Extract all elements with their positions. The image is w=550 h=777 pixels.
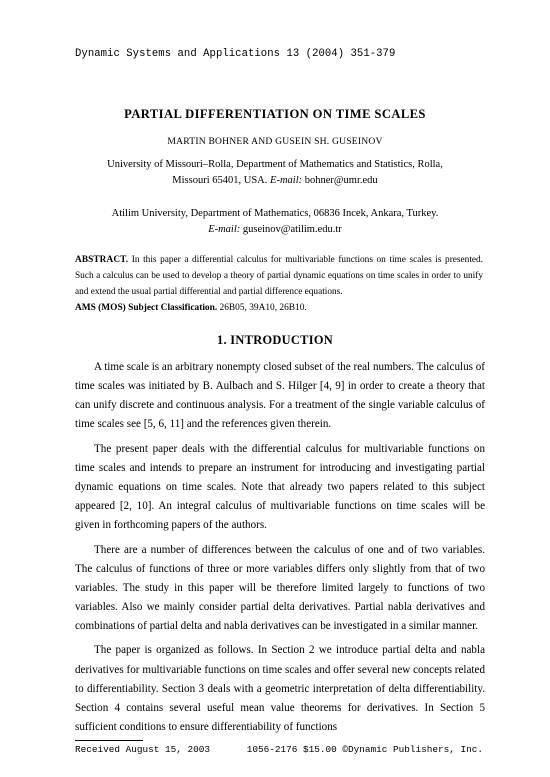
received-date: Received August 15, 2003 xyxy=(75,744,211,755)
price-copyright: 1056-2176 $15.00 ©Dynamic Publishers, Inc. xyxy=(246,744,483,755)
affiliation-2-line1: Atilim University, Department of Mathematics, 06836 Incek, Ankara, Turkey. xyxy=(111,208,439,219)
journal-header: Dynamic Systems and Applications 13 (2004) 351-379 xyxy=(75,48,396,60)
paragraph: The present paper deals with the differential calculus for multivariable functions on time scales and intends to prepare an instrument for introducing and investigating partial dynamic equations on time scales. Note that already two papers related to this subject appeared [2, 10]. An integral calculus of multivariable functions on time scales will be given in forthcoming papers of the authors. xyxy=(75,442,485,532)
ams-classification xyxy=(75,303,483,313)
abstract-label: ABSTRACT. xyxy=(75,255,129,265)
affiliation-1-line1: University of Missouri–Rolla, Department of Mathematics and Statistics, Rolla, xyxy=(107,159,443,170)
affiliation-2-email[interactable]: guseinov@atilim.edu.tr xyxy=(242,224,342,235)
abstract xyxy=(75,253,483,300)
paper-title: PARTIAL DIFFERENTIATION ON TIME SCALES xyxy=(124,107,426,121)
section-title: INTRODUCTION xyxy=(230,333,334,347)
author-list: MARTIN BOHNER AND GUSEIN SH. GUSEINOV xyxy=(167,136,383,147)
abstract-text: In this paper a differential calculus for multivariable functions on time scales is presented. Such a calculus can be used to develop a theory of partial dynamic equations on time scales in order to unify and extend the usual partial differential and partial difference equations. xyxy=(75,255,483,297)
ams-codes: 26B05, 39A10, 26B10. xyxy=(219,303,307,313)
ams-label: AMS (MOS) Subject Classification. xyxy=(75,303,218,313)
section-number: 1. xyxy=(216,333,227,347)
footer-rule xyxy=(75,740,143,741)
section-heading xyxy=(0,333,550,348)
affiliation-1-email[interactable]: bohner@umr.edu xyxy=(304,175,378,186)
paragraph: There are a number of differences between the calculus of one and of two variables. The calculus of functions of three or more variables differs only slightly from that of two variables. The study in this paper will be therefore limited largely to functions of two variables. Also we mainly consider partial delta derivatives. Partial nabla derivatives and combinations of partial delta and nabla derivatives can be investigated in a similar manner. xyxy=(75,543,485,632)
affiliation-2 xyxy=(70,206,480,238)
affiliation-1-email-label: E-mail: xyxy=(270,175,303,186)
affiliation-1 xyxy=(70,157,480,189)
paragraph: A time scale is an arbitrary nonempty closed subset of the real numbers. The calculus of time scales was initiated by B. Aulbach and S. Hilger [4, 9] in order to create a theory that can unify discrete and continuous analysis. For a treatment of the single variable calculus of time scales see [5, 6, 11] and the references given therein. xyxy=(75,361,485,431)
body-text xyxy=(75,358,485,742)
affiliation-2-line2 xyxy=(70,222,480,238)
affiliation-1-line2 xyxy=(70,173,480,189)
paragraph: The paper is organized as follows. In Section 2 we introduce partial delta and nabla derivatives for multivariable functions on time scales and offer several new concepts related to differentiability. Section 3 deals with a geometric interpretation of delta differentiability. Section 4 contains several useful mean value theorems for derivatives. In Section 5 sufficient conditions to ensure differentiability of functions xyxy=(75,644,485,733)
affiliation-1-location: Missouri 65401, USA. xyxy=(172,175,268,186)
affiliation-2-email-label: E-mail: xyxy=(208,224,241,235)
